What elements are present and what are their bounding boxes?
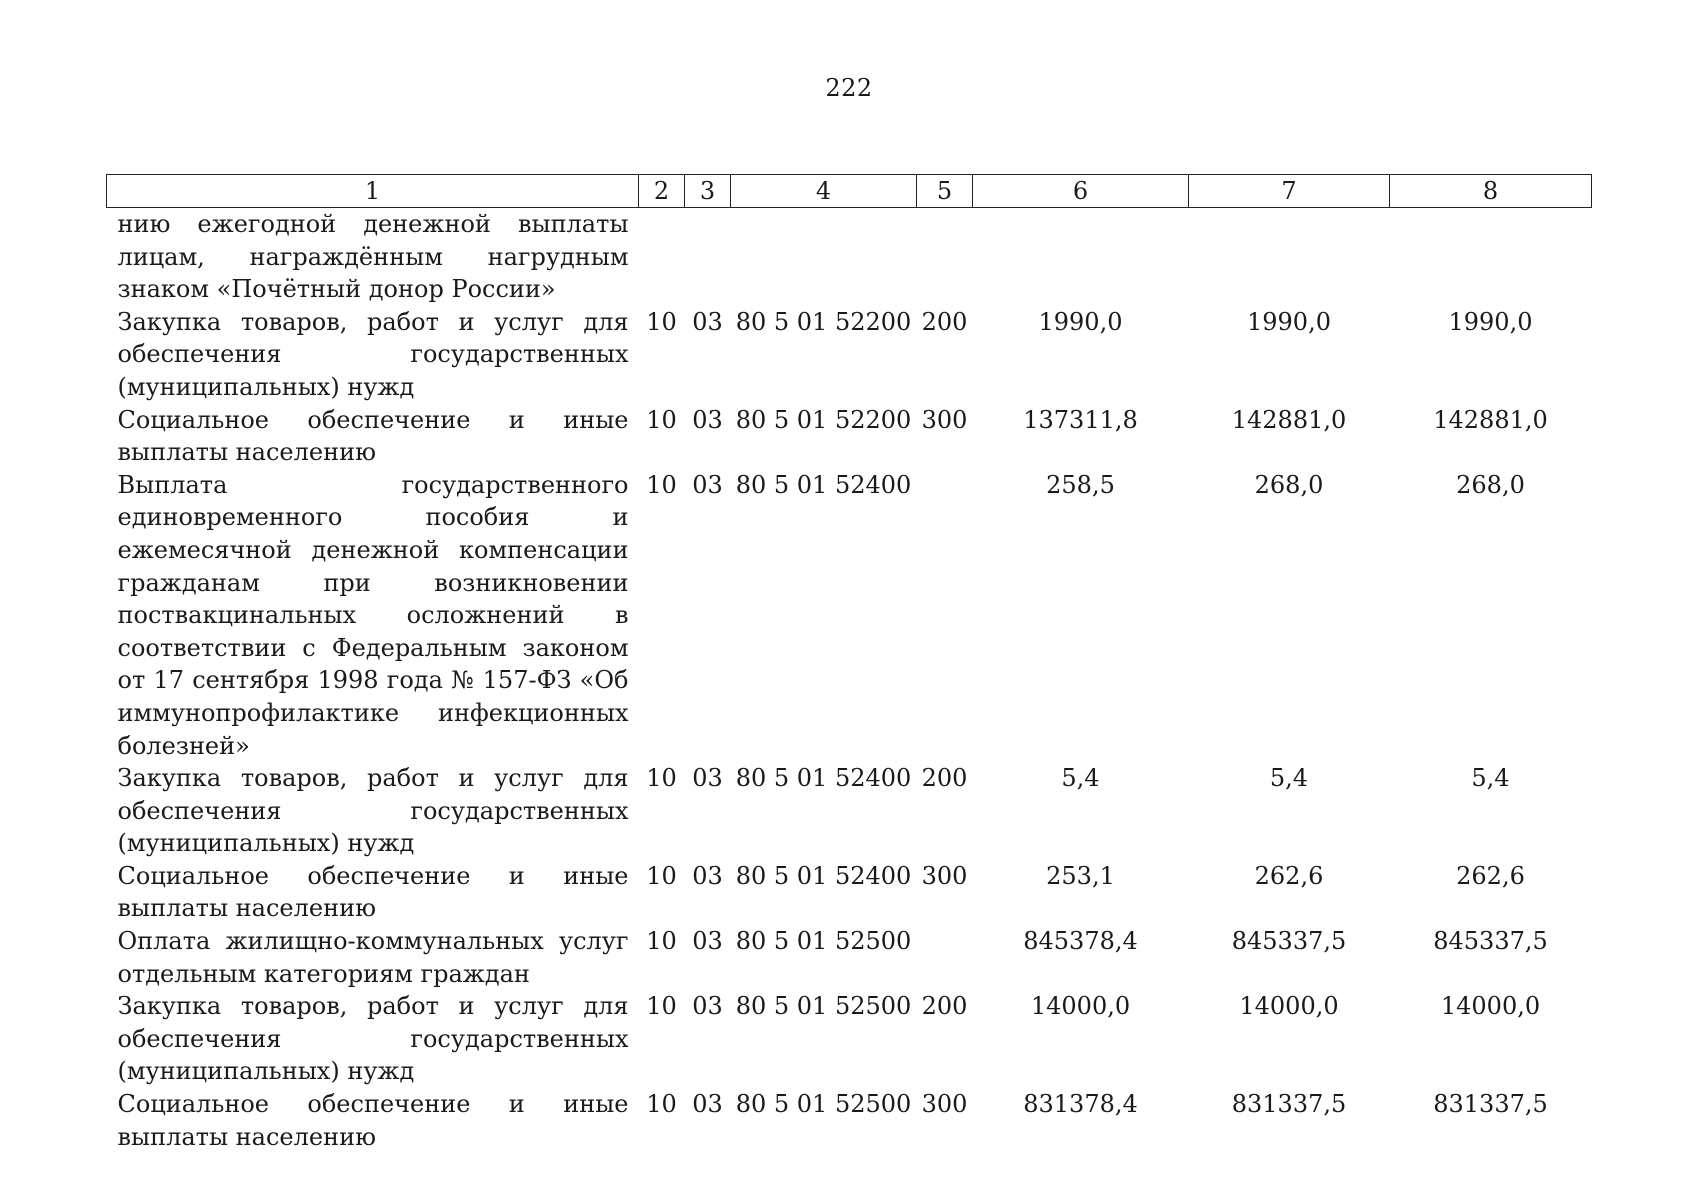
row-expense-type [917, 469, 973, 762]
row-expense-type: 200 [921, 764, 968, 793]
header-row [107, 175, 1592, 208]
row-expense-type: 200 [921, 307, 968, 336]
table-row [107, 925, 1592, 990]
row-subsection: 03 [692, 307, 723, 336]
row-name: Выплата государственного единовременного пособия и ежемесячной денежной компенсации гражданам при возникновении поствакцинальных осложнений в соответствии с Федеральным законом от 17 сентября 1998 года № 157-ФЗ «Об иммунопрофилактике инфекционных болезней» [117, 470, 629, 760]
row-amount-col7: 142881,0 [1231, 405, 1347, 434]
row-target-article: 80 5 01 52500 [735, 927, 912, 956]
row-amount-col7: 831337,5 [1231, 1090, 1347, 1119]
row-subsection: 03 [692, 764, 723, 793]
table-row [107, 990, 1592, 1088]
row-expense-type: 300 [921, 405, 968, 434]
row-subsection [685, 208, 731, 306]
row-subsection: 03 [692, 927, 723, 956]
row-target-article [731, 208, 917, 306]
row-subsection: 03 [692, 861, 723, 890]
row-amount-col6: 258,5 [1046, 470, 1115, 499]
row-target-article: 80 5 01 52500 [735, 992, 912, 1021]
header-col-7: 7 [1189, 175, 1390, 208]
row-subsection: 03 [692, 1090, 723, 1119]
header-col-8: 8 [1390, 175, 1592, 208]
row-expense-type: 300 [921, 861, 968, 890]
row-amount-col6: 1990,0 [1038, 307, 1123, 336]
table-row [107, 762, 1592, 860]
header-col-6: 6 [973, 175, 1189, 208]
row-name: Оплата жилищно-коммунальных услуг отдельным категориям граждан [117, 927, 629, 988]
row-section: 10 [646, 307, 677, 336]
table-row [107, 208, 1592, 306]
table-header [107, 175, 1592, 208]
row-section: 10 [646, 992, 677, 1021]
row-target-article: 80 5 01 52400 [735, 470, 912, 499]
row-target-article: 80 5 01 52400 [735, 764, 912, 793]
row-amount-col7: 845337,5 [1231, 927, 1347, 956]
row-target-article: 80 5 01 52200 [735, 307, 912, 336]
row-amount-col8: 14000,0 [1440, 992, 1541, 1021]
row-subsection: 03 [692, 992, 723, 1021]
row-expense-type [917, 925, 973, 990]
row-amount-col8: 831337,5 [1433, 1090, 1548, 1119]
table-row [107, 306, 1592, 404]
row-target-article: 80 5 01 52400 [735, 861, 912, 890]
row-name: Закупка товаров, работ и услуг для обеспечения государственных (муниципальных) нужд [117, 992, 629, 1086]
row-name: Социальное обеспечение и иные выплаты населению [117, 1090, 629, 1151]
row-amount-col7: 1990,0 [1247, 307, 1331, 336]
row-amount-col8: 5,4 [1471, 764, 1510, 793]
table-row [107, 860, 1592, 925]
row-amount-col8: 268,0 [1456, 470, 1525, 499]
row-section [639, 208, 685, 306]
row-subsection: 03 [692, 470, 723, 499]
header-col-4: 4 [731, 175, 917, 208]
row-section: 10 [646, 470, 677, 499]
row-name: Закупка товаров, работ и услуг для обеспечения государственных (муниципальных) нужд [117, 307, 629, 401]
row-name: Социальное обеспечение и иные выплаты населению [117, 861, 629, 923]
table-row [107, 469, 1592, 762]
row-amount-col8: 1990,0 [1448, 307, 1533, 336]
row-section: 10 [646, 1090, 677, 1119]
table-row [107, 1088, 1592, 1153]
row-amount-col7 [1189, 208, 1390, 306]
row-target-article: 80 5 01 52500 [735, 1090, 912, 1119]
row-amount-col7: 262,6 [1254, 861, 1324, 890]
row-expense-type: 200 [921, 992, 968, 1021]
row-amount-col6: 14000,0 [1030, 992, 1131, 1021]
row-name: Социальное обеспечение и иные выплаты населению [117, 405, 629, 467]
row-name: Закупка товаров, работ и услуг для обеспечения государственных (муниципальных) нужд [117, 764, 629, 858]
table-row [107, 404, 1592, 469]
row-amount-col6: 831378,4 [1023, 1090, 1138, 1119]
row-expense-type: 300 [921, 1090, 968, 1119]
row-amount-col8: 262,6 [1456, 861, 1525, 890]
row-name: нию ежегодной денежной выплаты лицам, награждённым нагрудным знаком «Почётный донор России» [117, 210, 629, 304]
row-section: 10 [646, 861, 677, 890]
row-amount-col7: 268,0 [1254, 470, 1324, 499]
row-section: 10 [646, 927, 677, 956]
header-col-2: 2 [639, 175, 685, 208]
page-number: 222 [825, 74, 873, 102]
header-col-1: 1 [107, 175, 639, 208]
row-amount-col8: 142881,0 [1433, 405, 1548, 434]
row-expense-type [917, 208, 973, 306]
budget-table [106, 174, 1592, 1153]
row-target-article: 80 5 01 52200 [735, 405, 912, 434]
row-subsection: 03 [692, 405, 723, 434]
header-col-3: 3 [685, 175, 731, 208]
row-amount-col6 [973, 208, 1189, 306]
row-amount-col6: 5,4 [1061, 764, 1100, 793]
row-amount-col6: 137311,8 [1023, 405, 1138, 434]
row-amount-col7: 5,4 [1269, 764, 1309, 793]
row-amount-col6: 253,1 [1046, 861, 1115, 890]
row-section: 10 [646, 405, 677, 434]
row-amount-col6: 845378,4 [1023, 927, 1138, 956]
row-amount-col7: 14000,0 [1239, 992, 1339, 1021]
row-section: 10 [646, 764, 677, 793]
row-amount-col8 [1390, 208, 1592, 306]
table-body [107, 208, 1592, 1154]
row-amount-col8: 845337,5 [1433, 927, 1548, 956]
header-col-5: 5 [917, 175, 973, 208]
